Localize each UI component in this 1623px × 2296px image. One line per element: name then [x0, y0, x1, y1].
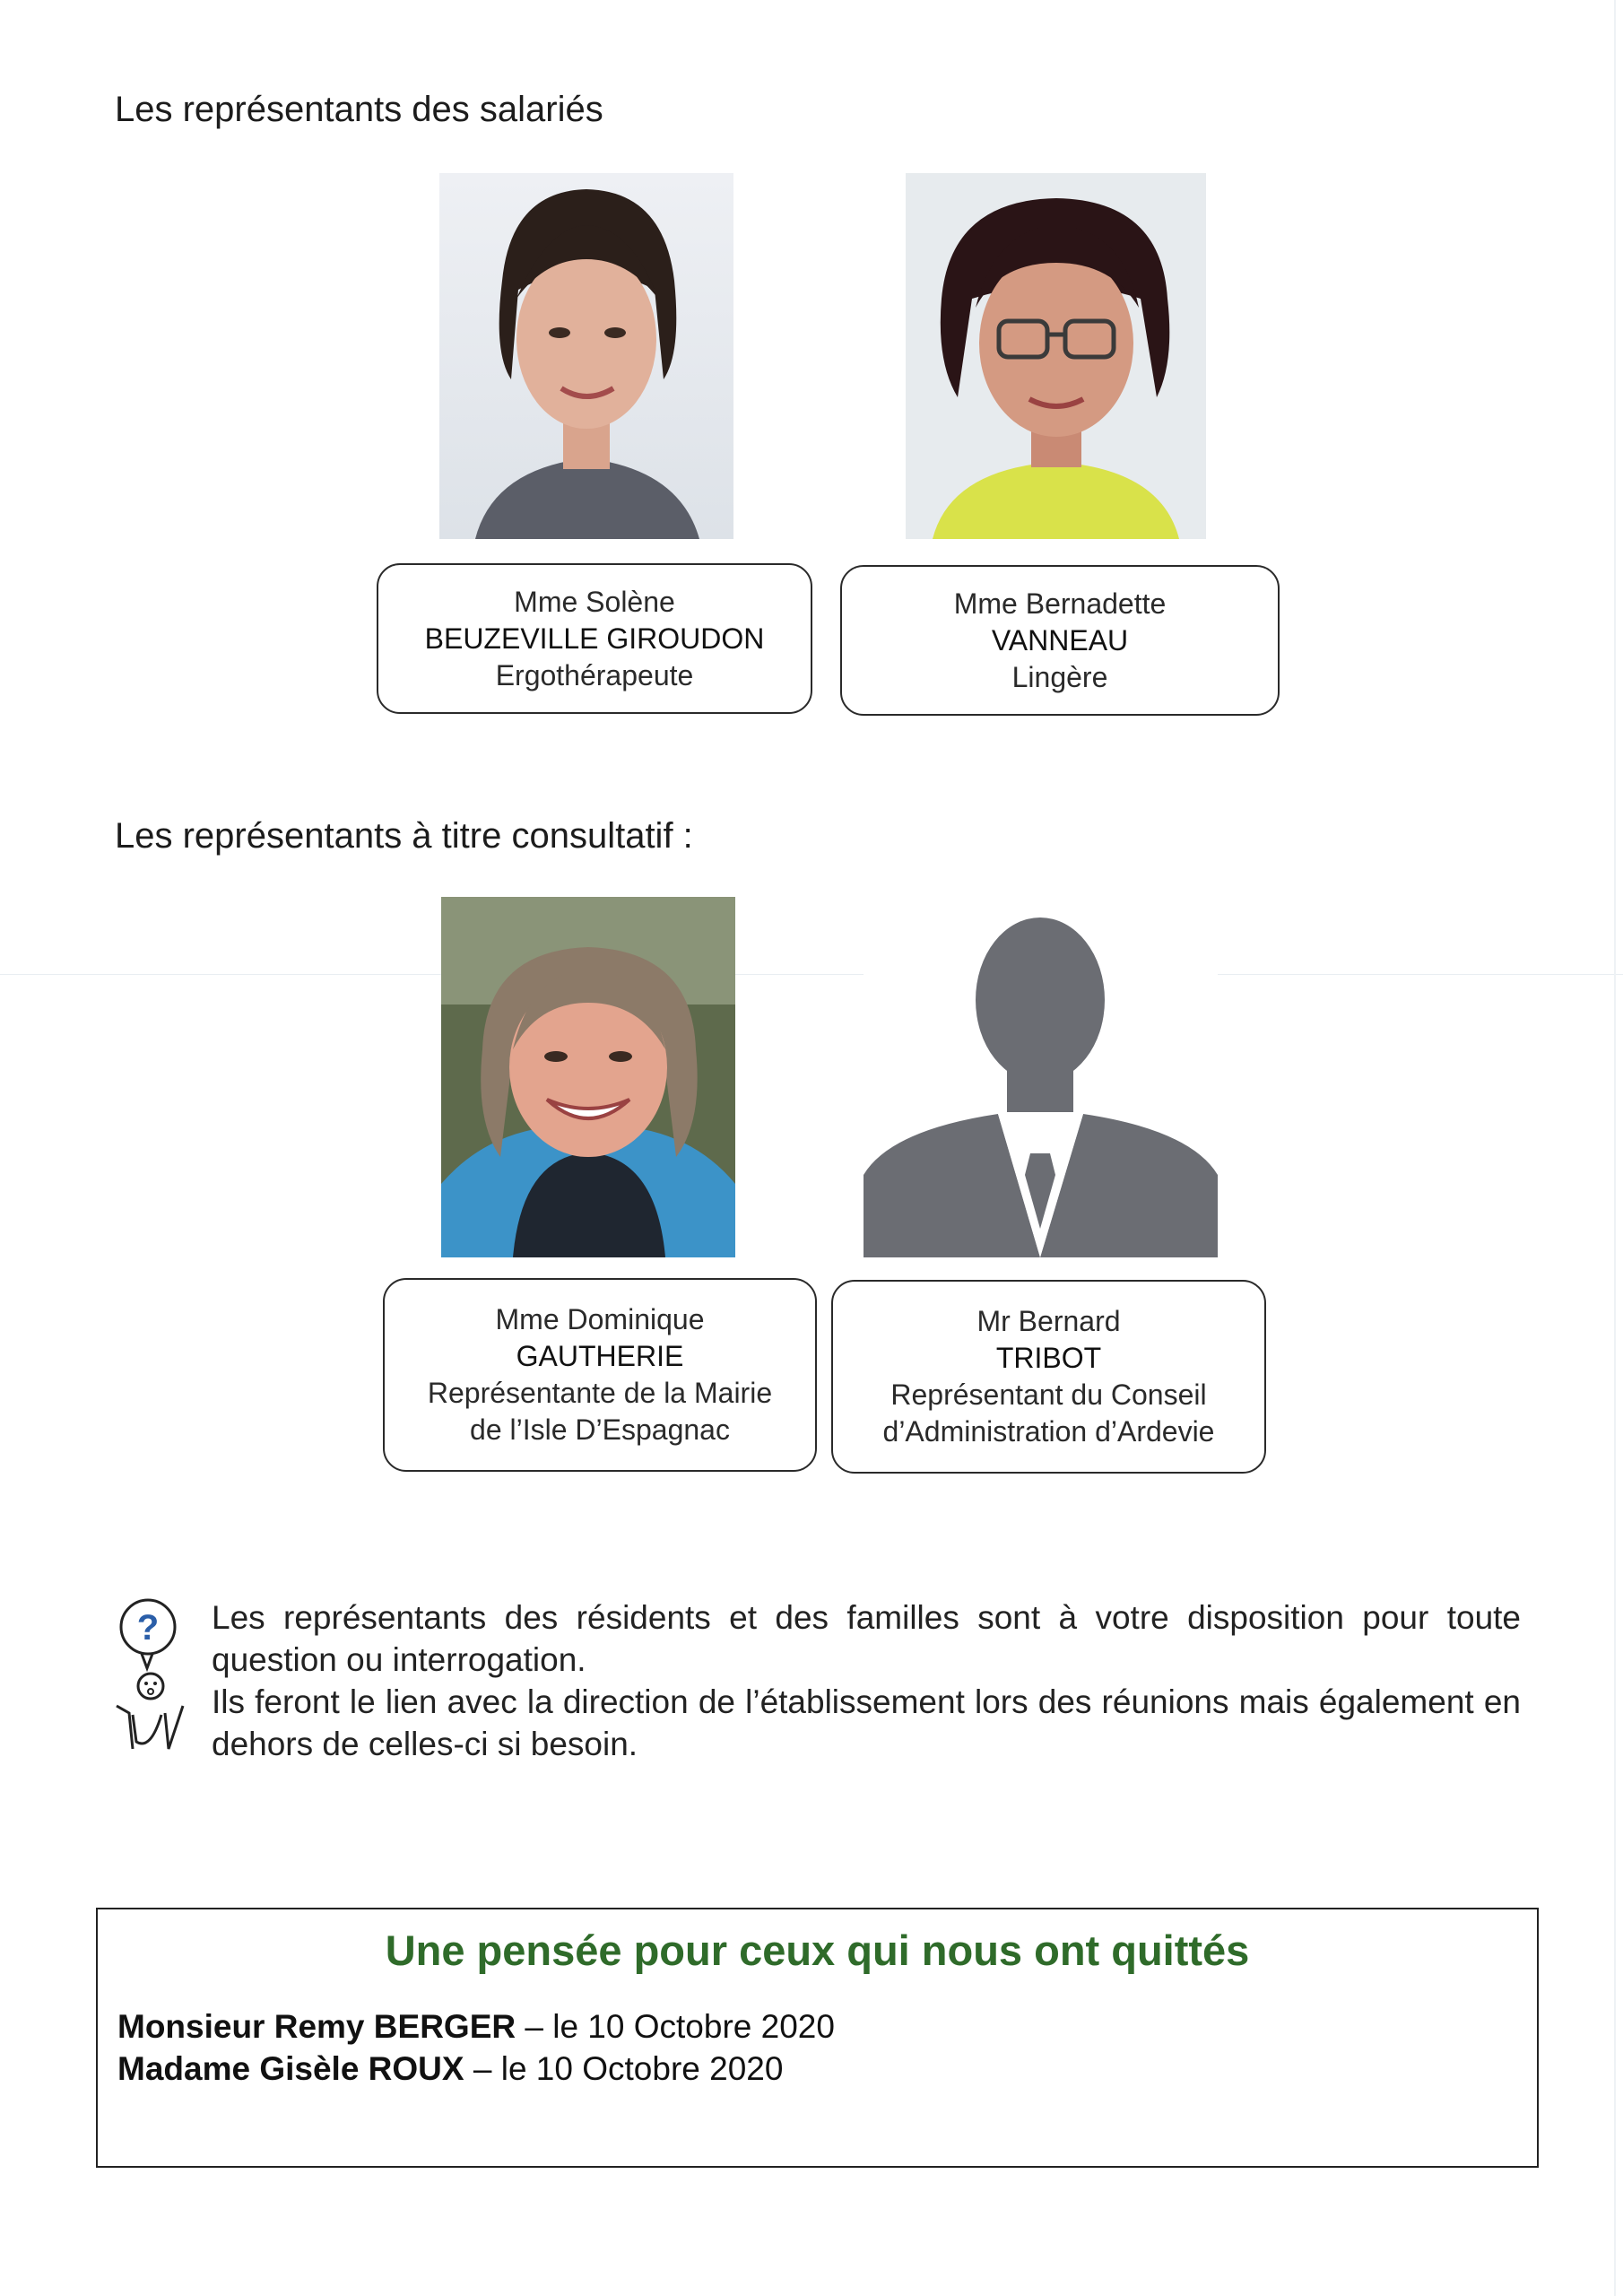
info-paragraph-2: Ils feront le lien avec la direction de l’établissement lors des réunions mais également en dehors de celles-ci si besoin. — [212, 1683, 1521, 1762]
person-surname: TRIBOT — [995, 1342, 1102, 1374]
memorial-entry-date: – le 10 Octobre 2020 — [464, 2050, 784, 2087]
memorial-entry-name: Monsieur Remy BERGER — [117, 2008, 516, 2045]
person-card-solene-beuzeville — [377, 563, 812, 714]
svg-text:?: ? — [136, 1608, 160, 1648]
section-title-consultatif: Les représentants à titre consultatif : — [115, 816, 693, 856]
question-person-icon — [106, 1598, 192, 1760]
photo-bernadette-vanneau — [906, 173, 1206, 539]
person-card-dominique-gautherie — [383, 1278, 817, 1472]
silhouette-placeholder-icon — [864, 906, 1218, 1257]
person-role: Ergothérapeute — [495, 658, 694, 691]
person-civility: Mme Bernadette — [953, 587, 1167, 620]
person-card-bernadette-vanneau — [840, 565, 1280, 716]
person-role-line1: Représentant du Conseil — [890, 1378, 1207, 1411]
section-title-salaries: Les représentants des salariés — [115, 90, 603, 129]
page-fold-line — [0, 974, 1623, 975]
person-surname: BEUZEVILLE GIROUDON — [424, 622, 765, 655]
person-surname: GAUTHERIE — [516, 1340, 684, 1372]
info-paragraph-1: Les représentants des résidents et des familles sont à votre disposition pour toute question ou interrogation. — [212, 1599, 1521, 1678]
memorial-entry-name: Madame Gisèle ROUX — [117, 2050, 464, 2087]
person-role: Lingère — [1011, 660, 1108, 693]
memorial-box — [96, 1908, 1539, 2168]
person-card-bernard-tribot — [831, 1280, 1266, 1474]
person-surname: VANNEAU — [991, 623, 1129, 657]
memorial-entry — [117, 2050, 783, 2088]
info-text — [212, 1596, 1521, 1765]
person-role-line2: d’Administration d’Ardevie — [882, 1415, 1215, 1448]
person-role-line2: de l’Isle D’Espagnac — [470, 1413, 730, 1446]
memorial-title: Une pensée pour ceux qui nous ont quittés — [385, 1926, 1250, 1974]
memorial-entry — [117, 2008, 835, 2046]
person-civility: Mme Solène — [514, 585, 675, 618]
person-role-line1: Représentante de la Mairie — [427, 1377, 773, 1409]
photo-dominique-gautherie — [441, 897, 735, 1257]
page-edge — [1614, 0, 1616, 2296]
photo-solene-beuzeville — [439, 173, 733, 539]
person-civility: Mme Dominique — [495, 1303, 705, 1335]
person-civility: Mr Bernard — [976, 1305, 1121, 1337]
memorial-entry-date: – le 10 Octobre 2020 — [516, 2008, 835, 2045]
